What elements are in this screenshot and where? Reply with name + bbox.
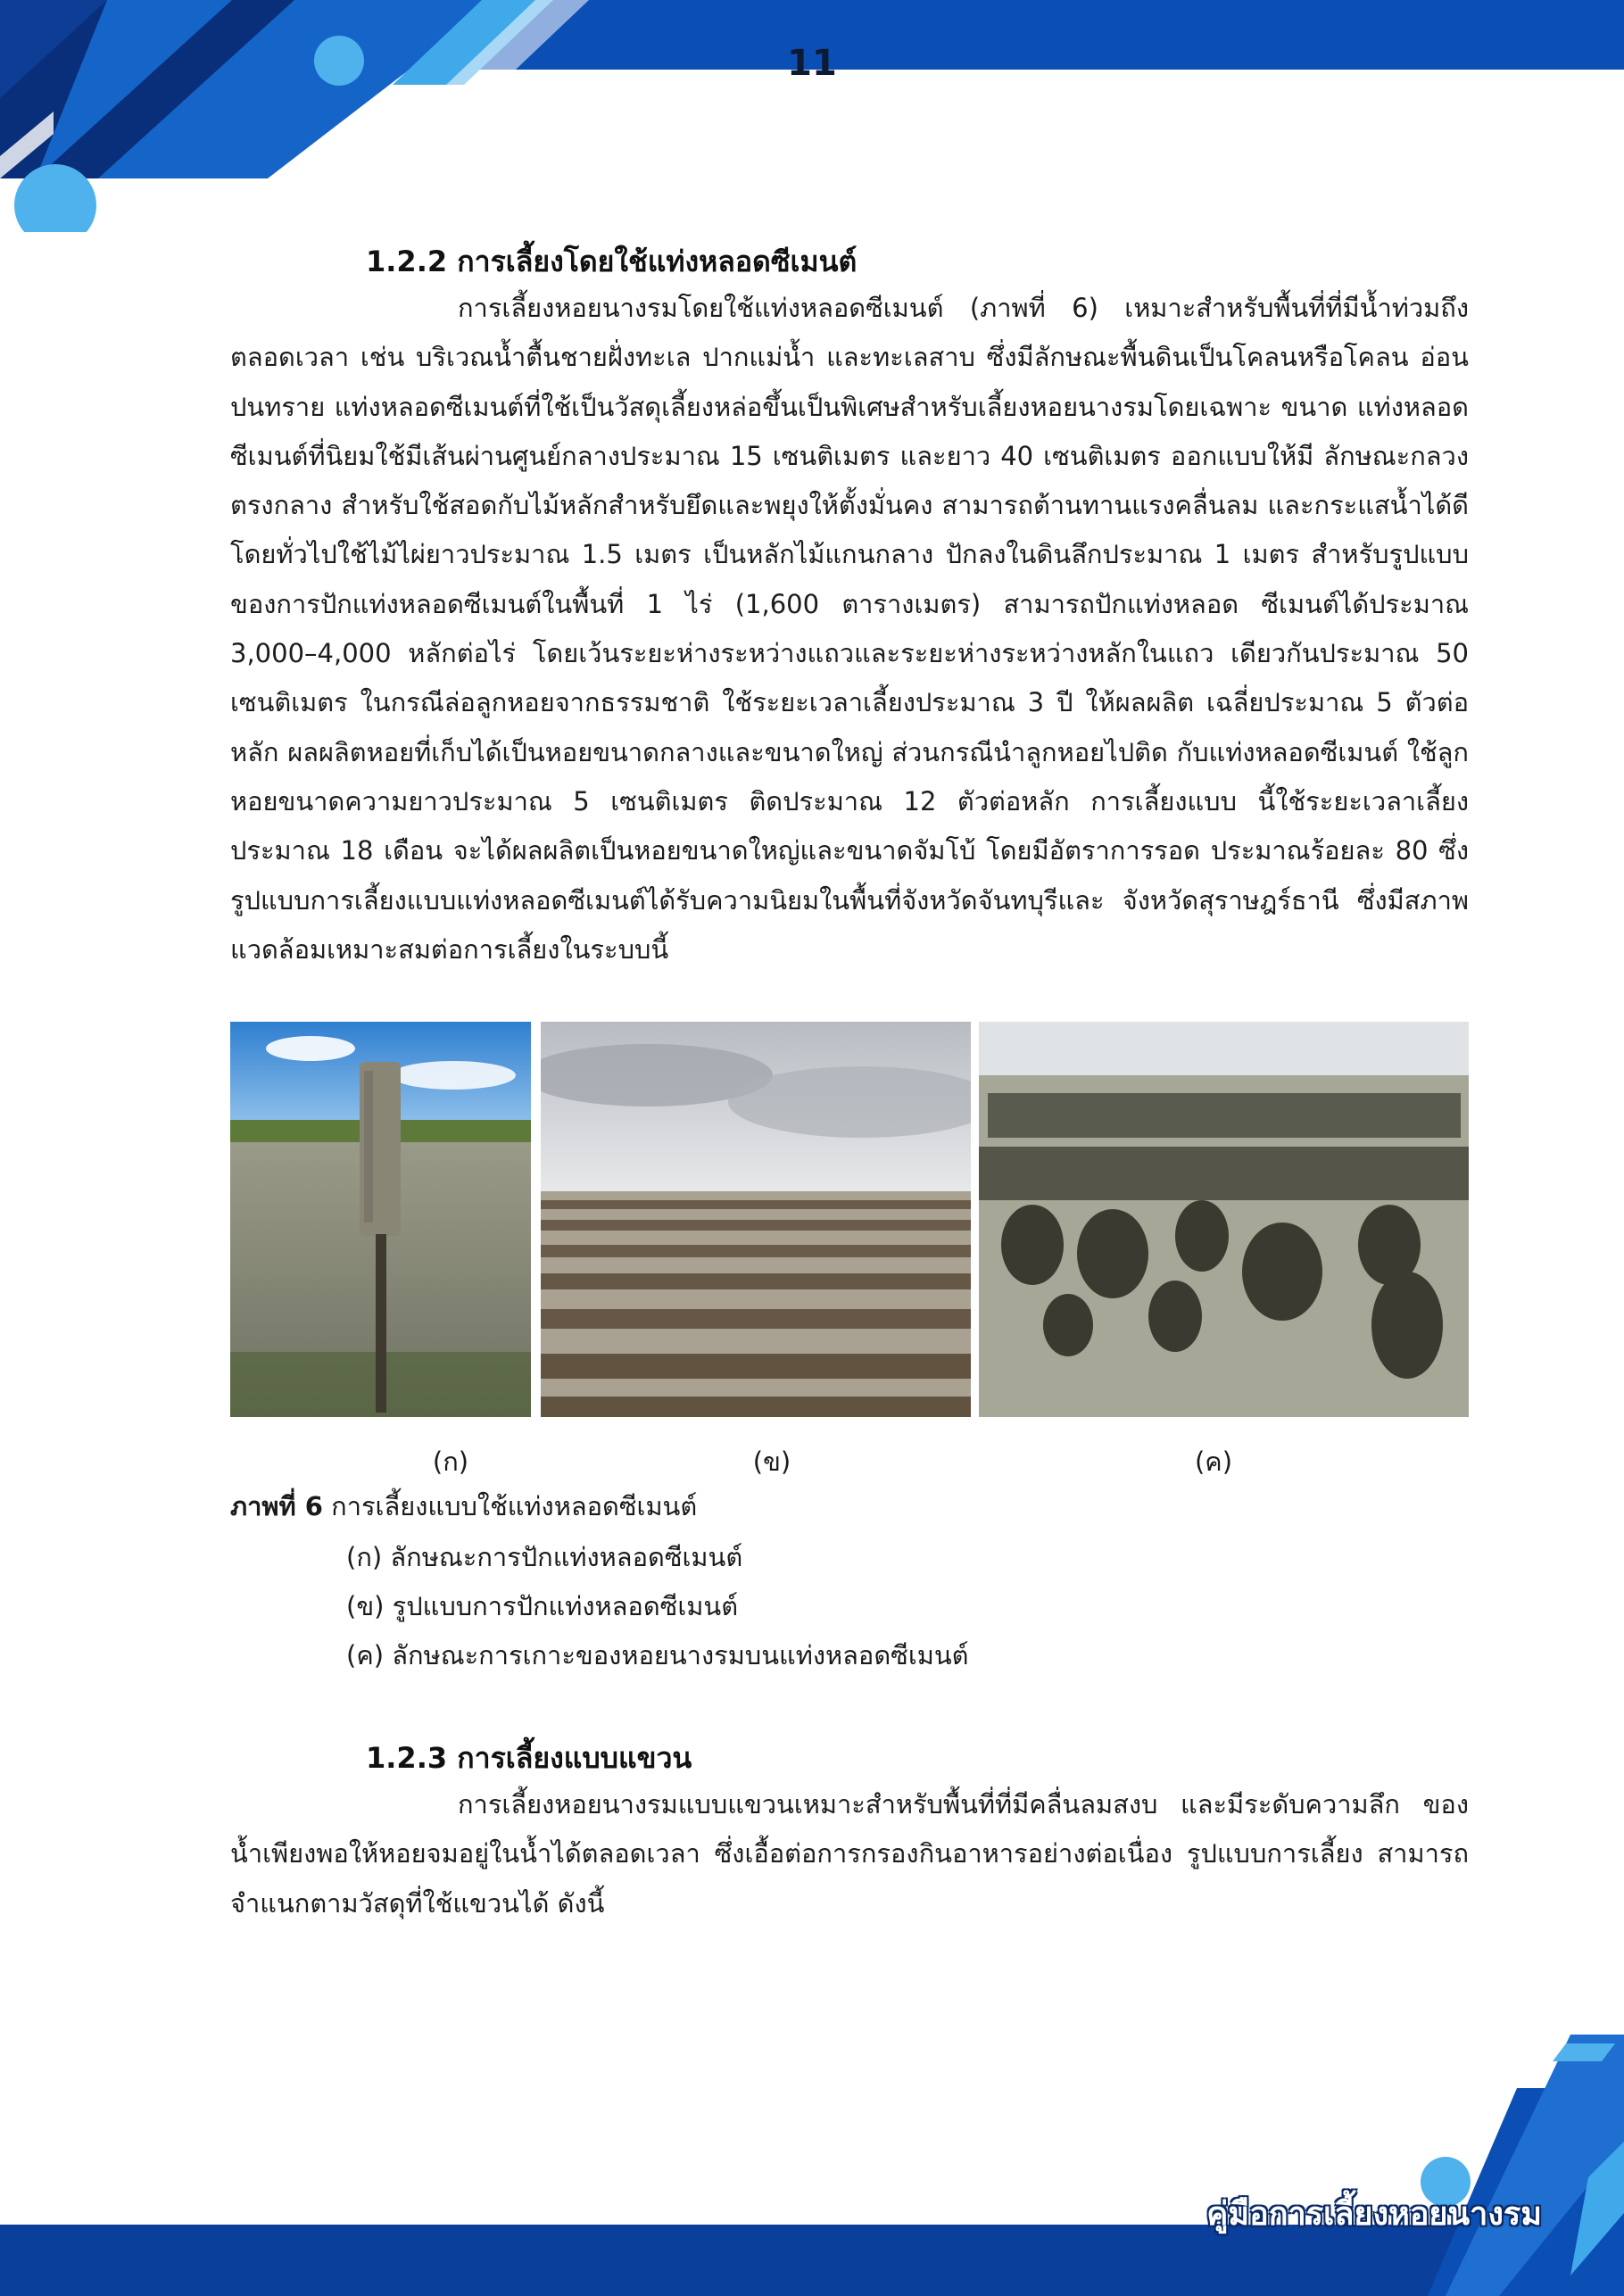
text-line: ประมาณร้อยละ 80 ซึ่งรูปแบบการเลี้ยงแบบแท่งหลอดซีเมนต์ได้รับความนิยมในพื้นที่จังหวัดจันทบุรีและ: [230, 835, 1470, 916]
text-line: ซีเมนต์ได้ประมาณ 3,000–4,000 หลักต่อไร่ โดยเว้นระยะห่างระหว่างแถวและระยะห่างระหว่างหลักในแถว: [230, 588, 1470, 669]
paragraph: [230, 1780, 1469, 1928]
text-line: การเลี้ยงหอยนางรมแบบแขวนเหมาะสำหรับพื้นที่ที่มีคลื่นลมสงบ และมีระดับความลึก: [458, 1789, 1400, 1819]
figure-caption: [230, 1486, 697, 1527]
text-line: นี้ใช้ระยะเวลาเลี้ยงประมาณ 18 เดือน จะได้ผลผลิตเป็นหอยขนาดใหญ่และขนาดจัมโบ้ โดยมีอัตราการรอด: [230, 785, 1469, 866]
figure-caption-text: การเลี้ยงแบบใช้แท่งหลอดซีเมนต์: [322, 1491, 698, 1521]
text-line: แท่งหลอดซีเมนต์ที่นิยมใช้มีเส้นผ่านศูนย์กลางประมาณ 15 เซนติเมตร และยาว 40 เซนติเมตร ออกแบบให้มี: [230, 391, 1469, 471]
section-body-1-2-3: [230, 1780, 1469, 1928]
section-heading-1-2-3: 1.2.3 การเลี้ยงแบบแขวน: [366, 1741, 692, 1775]
text-line: ตลอดเวลา เช่น บริเวณน้ำตื้นชายฝั่งทะเล ปากแม่น้ำ และทะเลสาบ ซึ่งมีลักษณะพื้นดินเป็นโคลนหรือโคลน: [230, 342, 1409, 373]
footer-book-title: คู่มือการเลี้ยงหอยนางรม: [1206, 2196, 1542, 2233]
figure-sublabel-a: (ก): [432, 1446, 469, 1477]
figure-caption-item: (ข) รูปแบบการปักแท่งหลอดซีเมนต์: [346, 1591, 739, 1621]
footer-decoration: [0, 2035, 1624, 2296]
text-line: อ่อนปนทราย แท่งหลอดซีเมนต์ที่ใช้เป็นวัสดุเลี้ยงหล่อขึ้นเป็นพิเศษสำหรับเลี้ยงหอยนางรมโดยเฉพาะ ขนาด: [230, 342, 1470, 422]
text-line: ของน้ำเพียงพอให้หอยจมอยู่ในน้ำได้ตลอดเวลา ซึ่งเอื้อต่อการกรองกินอาหารอย่างต่อเนื่อง รูปแบบการเลี้ยง: [230, 1789, 1469, 1869]
figure-sublabel-c: (ค): [1194, 1446, 1233, 1477]
text-line: และกระแสน้ำได้ดี โดยทั่วไปใช้ไม้ไผ่ยาวประมาณ 1.5 เมตร เป็นหลักไม้แกนกลาง ปักลงในดินลึกประมาณ 1: [230, 490, 1469, 570]
figure-caption-item: (ค) ลักษณะการเกาะของหอยนางรมบนแท่งหลอดซีเมนต์: [346, 1640, 969, 1670]
text-line: เมตร สำหรับรูปแบบของการปักแท่งหลอดซีเมนต์ในพื้นที่ 1 ไร่ (1,600 ตารางเมตร) สามารถปักแท่งหลอด: [230, 539, 1470, 619]
text-line: สามารถจำแนกตามวัสดุที่ใช้แขวนได้ ดังนี้: [230, 1838, 1470, 1919]
text-line: ลักษณะกลวงตรงกลาง สำหรับใช้สอดกับไม้หลักสำหรับยึดและพยุงให้ตั้งมั่นคง สามารถต้านทานแรงคลื่นลม: [230, 440, 1469, 521]
photo-oysters-on-poles: [979, 1022, 1469, 1417]
figure-caption-label: ภาพที่ 6: [230, 1491, 323, 1521]
paragraph: [230, 284, 1469, 974]
figure-sublabel-b: (ข): [752, 1446, 791, 1477]
page-number: 11: [787, 43, 837, 84]
section-heading-1-2-2: 1.2.2 การเลี้ยงโดยใช้แท่งหลอดซีเมนต์: [366, 245, 858, 278]
text-line: จังหวัดสุราษฎร์ธานี ซึ่งมีสภาพแวดล้อมเหมาะสมต่อการเลี้ยงในระบบนี้: [230, 884, 1469, 965]
figure-caption-item: (ก) ลักษณะการปักแท่งหลอดซีเมนต์: [346, 1542, 743, 1572]
photo-single-cement-pole: [230, 1022, 531, 1417]
text-line: กับแท่งหลอดซีเมนต์ ใช้ลูกหอยขนาดความยาวประมาณ 5 เซนติเมตร ติดประมาณ 12 ตัวต่อหลัก การเลี้ยงแบบ: [230, 736, 1469, 816]
text-line: เดียวกันประมาณ 50 เซนติเมตร ในกรณีล่อลูกหอยจากธรรมชาติ ใช้ระยะเวลาเลี้ยงประมาณ 3 ปี ให้ผลผลิต: [230, 638, 1470, 718]
text-line: เฉลี่ยประมาณ 5 ตัวต่อหลัก ผลผลิตหอยที่เก็บได้เป็นหอยขนาดกลางและขนาดใหญ่ ส่วนกรณีนำลูกหอยไปติด: [230, 687, 1469, 767]
text-line: การเลี้ยงหอยนางรมโดยใช้แท่งหลอดซีเมนต์ (ภาพที่ 6) เหมาะสำหรับพื้นที่ที่มีน้ำท่วมถึง: [458, 293, 1469, 323]
photo-rows-of-poles: [541, 1022, 971, 1417]
section-body-1-2-2: [230, 284, 1469, 974]
header-decoration: [0, 0, 1624, 232]
